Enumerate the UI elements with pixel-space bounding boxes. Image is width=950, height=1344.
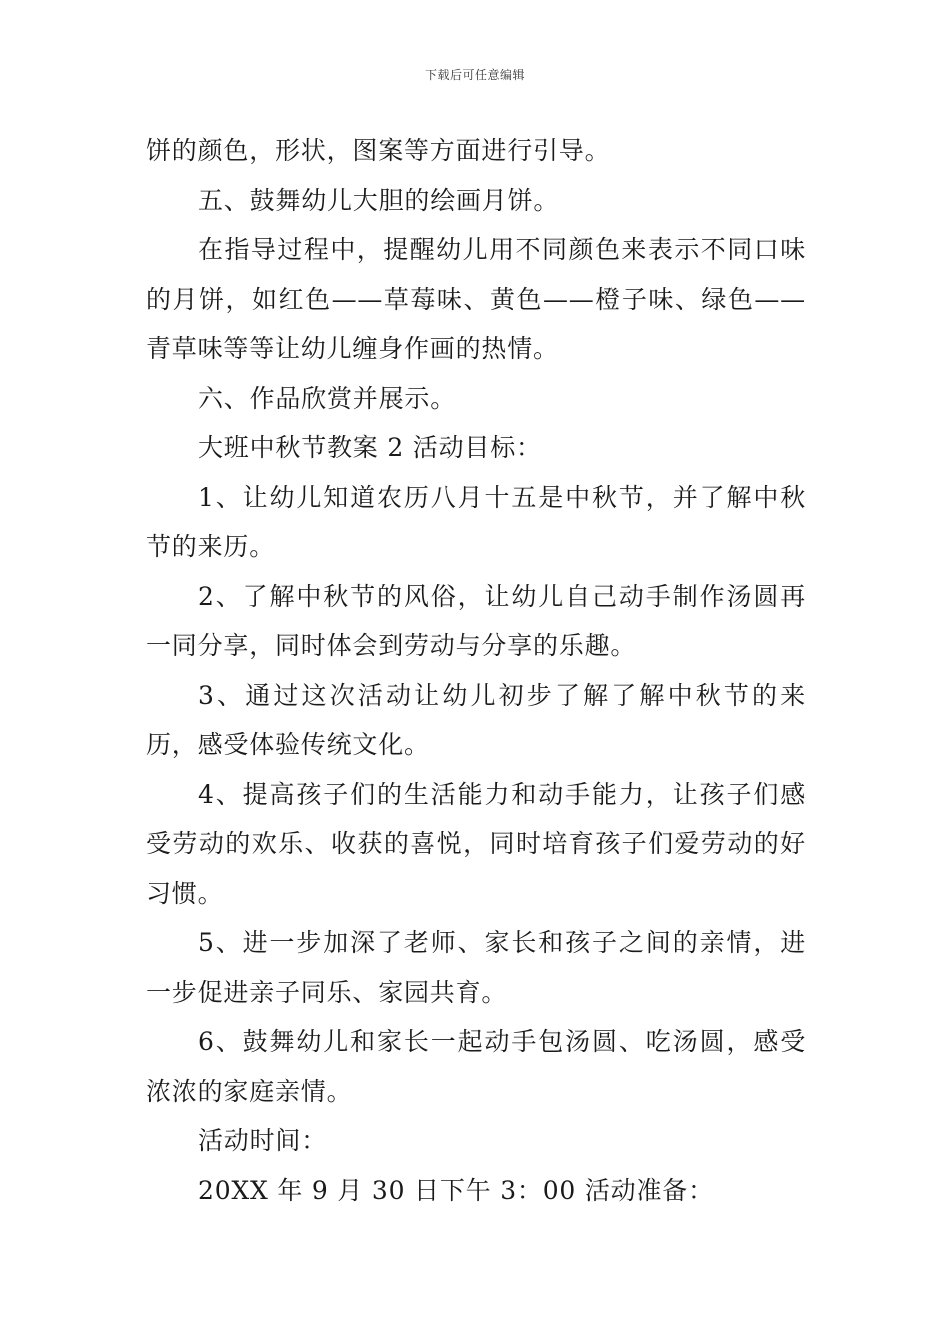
paragraph-11: 6、鼓舞幼儿和家长一起动手包汤圆、吃汤圆，感受浓浓的家庭亲情。 [146, 1027, 806, 1106]
paragraph-8: 3、通过这次活动让幼儿初步了解了解中秋节的来历，感受体验传统文化。 [146, 680, 806, 759]
paragraph-5: 大班中秋节教案 2 活动目标： [198, 433, 542, 462]
paragraph-3: 在指导过程中，提醒幼儿用不同颜色来表示不同口味的月饼，如红色——草莓味、黄色——橙子味、绿色——青草味等等让幼儿缠身作画的热情。 [146, 235, 806, 363]
paragraph-7: 2、了解中秋节的风俗，让幼儿自己动手制作汤圆再一同分享，同时体会到劳动与分享的乐趣。 [146, 581, 806, 660]
paragraph-6: 1、让幼儿知道农历八月十五是中秋节，并了解中秋节的来历。 [146, 482, 806, 561]
paragraph-2: 五、鼓舞幼儿大胆的绘画月饼。 [198, 185, 560, 215]
paragraph-9: 4、提高孩子们的生活能力和动手能力，让孩子们感受劳动的欢乐、收获的喜悦，同时培育孩子们爱劳动的好习惯。 [146, 779, 806, 908]
document-body [146, 126, 806, 1215]
paragraph-13: 20XX 年 9 月 30 日下午 3：00 活动准备： [198, 1175, 714, 1205]
page-header: 下载后可任意编辑 [424, 68, 525, 82]
paragraph-12: 活动时间： [198, 1126, 328, 1155]
paragraph-4: 六、作品欣赏并展示。 [198, 383, 457, 413]
paragraph-10: 5、进一步加深了老师、家长和孩子之间的亲情，进一步促进亲子同乐、家园共育。 [146, 928, 806, 1007]
paragraph-1: 饼的颜色，形状，图案等方面进行引导。 [146, 136, 611, 165]
